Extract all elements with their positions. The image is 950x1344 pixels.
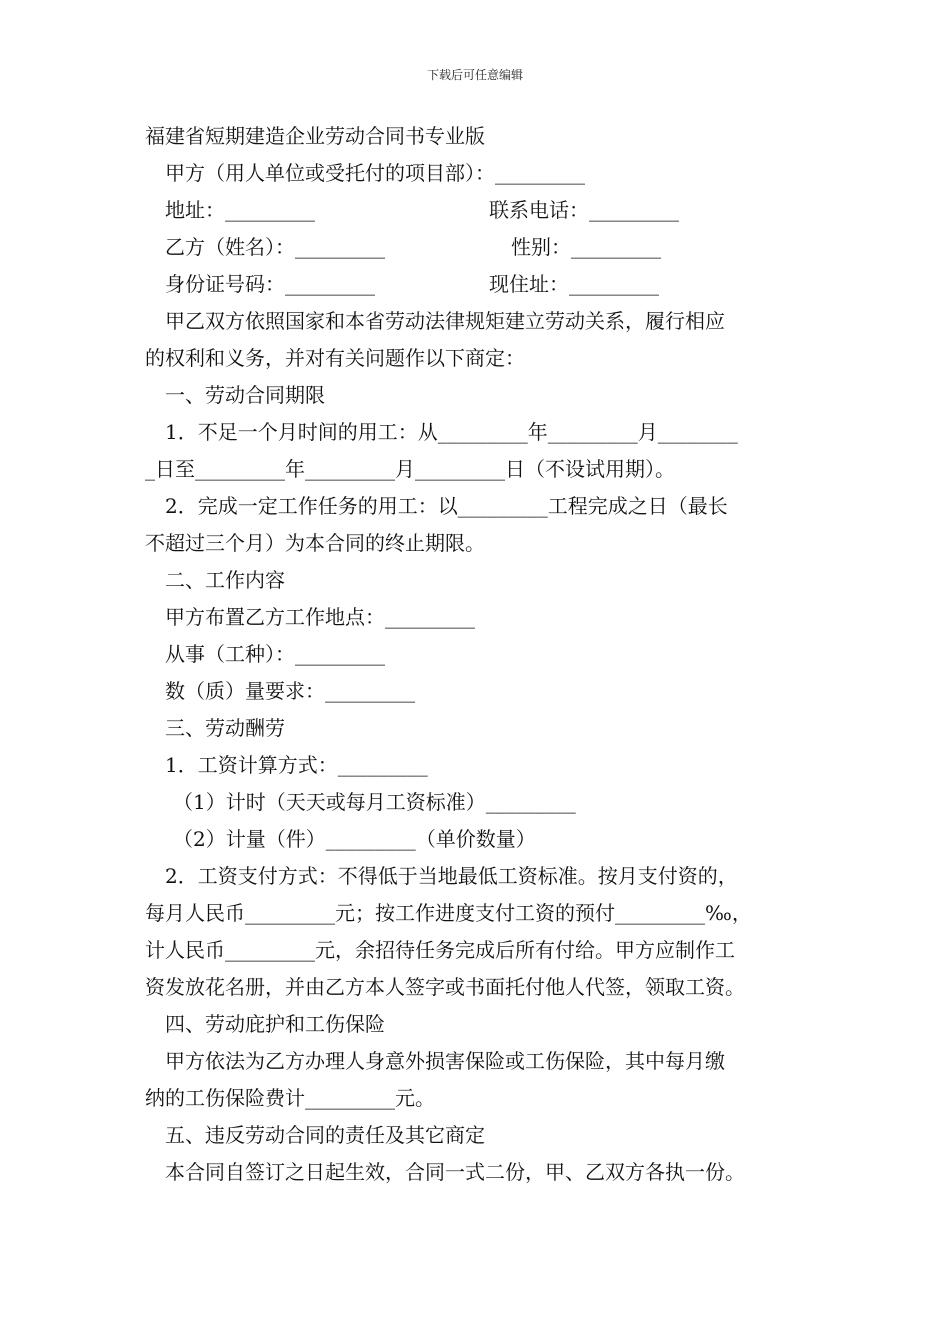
work-place-field: 甲方布置乙方工作地点：_________ <box>165 605 475 629</box>
section-1-heading: 一、劳动合同期限 <box>165 383 325 407</box>
insurance-line-1: 甲方依法为乙方办理人身意外损害保险或工伤保险，其中每月缴 <box>165 1049 725 1073</box>
id-row <box>145 266 815 303</box>
address-field: 地址：_________ <box>165 198 315 222</box>
current-address-field: 现住址：_________ <box>489 272 659 296</box>
wage-by-piece-field: （2）计量（件）_________（单价数量） <box>173 827 536 851</box>
effective-clause: 本合同自签订之日起生效，合同一式二份，甲、乙双方各执一份。 <box>165 1160 745 1184</box>
section-1-item-1-line-2: _日至_________年_________月_________日（不设试用期）。 <box>145 457 675 481</box>
wage-payment-line-2: 每月人民币_________元；按工作进度支付工资的预付_________‰， <box>145 901 752 925</box>
section-1-item-2-line-1: 2．完成一定工作任务的用工：以_________工程完成之日（最长 <box>165 494 728 518</box>
party-b-field: 乙方（姓名）：_________ <box>165 235 385 259</box>
section-1-item-1-line-1: 1．不足一个月时间的用工：从_________年_________月________ <box>165 420 738 444</box>
wage-payment-line-1: 2．工资支付方式：不得低于当地最低工资标准。按月支付资的， <box>165 864 738 888</box>
section-1-item-2-line-2: 不超过三个月）为本合同的终止期限。 <box>145 531 485 555</box>
insurance-line-2: 纳的工伤保险费计_________元。 <box>145 1086 435 1110</box>
wage-by-time-field: （1）计时（天天或每月工资标准）_________ <box>173 790 576 814</box>
intro-line-2: 的权利和义务，并对有关问题作以下商定： <box>145 346 525 370</box>
address-row <box>145 192 815 229</box>
party-a-field: 甲方（用人单位或受托付的项目部）：_________ <box>165 161 585 185</box>
wage-payment-line-3: 计人民币_________元，余招待任务完成后所有付给。甲方应制作工 <box>145 938 735 962</box>
wage-payment-line-4: 资发放花名册，并由乙方本人签字或书面托付他人代签，领取工资。 <box>145 975 745 999</box>
contract-title: 福建省短期建造企业劳动合同书专业版 <box>145 124 485 148</box>
quality-requirement-field: 数（质）量要求：_________ <box>165 679 415 703</box>
id-number-field: 身份证号码：_________ <box>165 272 375 296</box>
party-b-row <box>145 229 815 266</box>
intro-line-1: 甲乙双方依照国家和本省劳动法律规矩建立劳动关系，履行相应 <box>165 309 725 333</box>
contract-body <box>145 118 815 1191</box>
section-4-heading: 四、劳动庇护和工伤保险 <box>165 1012 385 1036</box>
gender-field: 性别：_________ <box>511 235 661 259</box>
job-type-field: 从事（工种）：_________ <box>165 642 385 666</box>
page-header: 下载后可任意编辑 <box>426 68 523 82</box>
wage-calculation-field: 1．工资计算方式：_________ <box>165 753 428 777</box>
section-3-heading: 三、劳动酬劳 <box>165 716 285 740</box>
phone-field: 联系电话：_________ <box>489 198 679 222</box>
section-2-heading: 二、工作内容 <box>165 568 285 592</box>
section-5-heading: 五、违反劳动合同的责任及其它商定 <box>165 1123 485 1147</box>
